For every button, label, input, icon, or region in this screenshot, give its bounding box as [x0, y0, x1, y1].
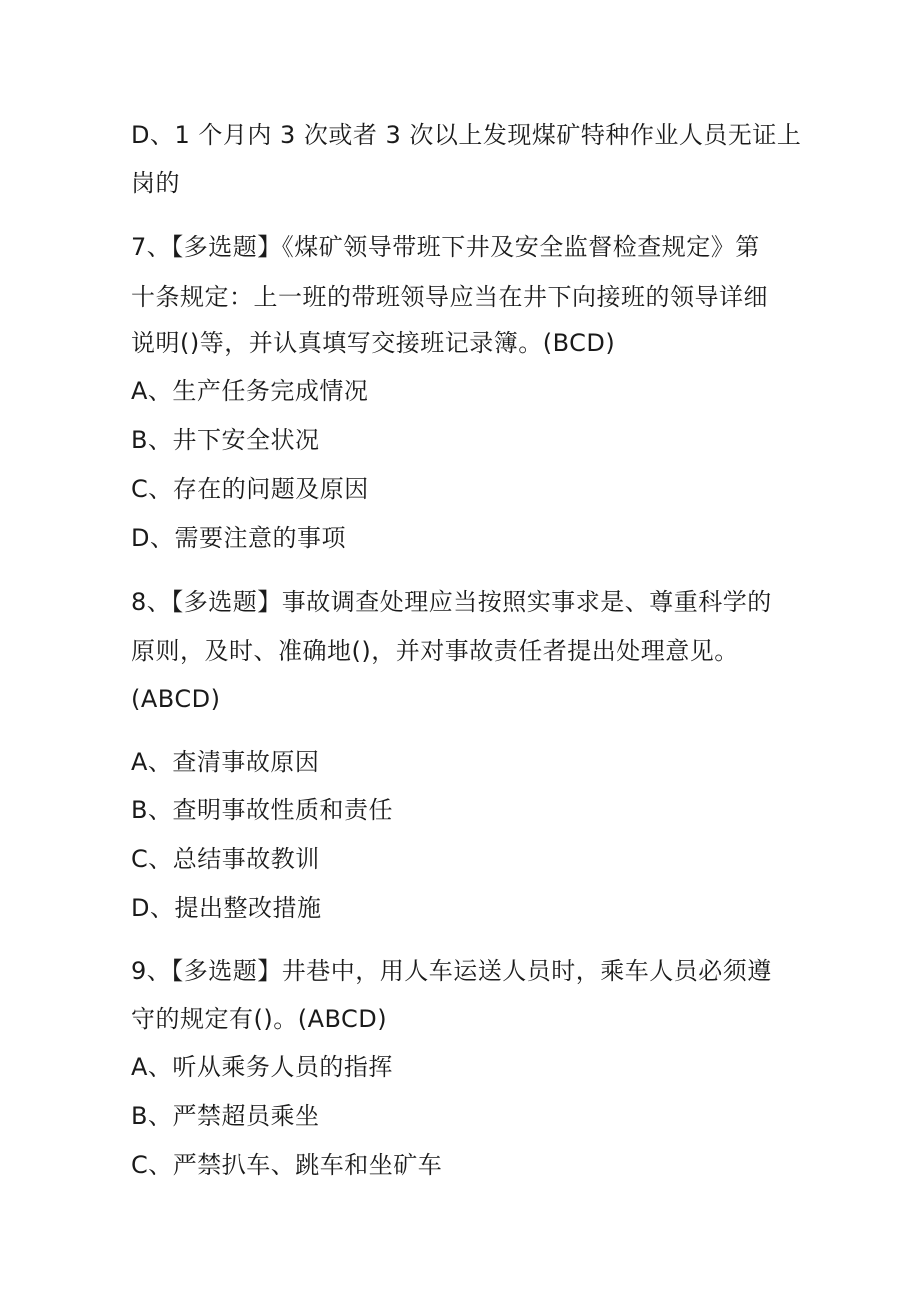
q7-stem-line3: 说明()等，并认真填写交接班记录簿。(BCD)	[131, 329, 616, 357]
q8-option-b: B、查明事故性质和责任	[131, 796, 393, 824]
q8-stem-line1: 8、【多选题】事故调查处理应当按照实事求是、尊重科学的	[131, 588, 772, 616]
q9-stem-line2: 守的规定有()。(ABCD)	[131, 1005, 388, 1033]
q7-stem-line2: 十条规定：上一班的带班领导应当在井下向接班的领导详细	[131, 283, 768, 311]
q8-option-d: D、提出整改措施	[131, 894, 322, 922]
q7-option-c: C、存在的问题及原因	[131, 475, 369, 503]
q7-option-a: A、生产任务完成情况	[131, 377, 369, 405]
q9-option-c: C、严禁扒车、跳车和坐矿车	[131, 1151, 443, 1179]
q8-stem-line3: (ABCD)	[131, 685, 221, 713]
q6-option-d-line1: D、1 个月内 3 次或者 3 次以上发现煤矿特种作业人员无证上	[131, 121, 802, 149]
q6-option-d-line2: 岗的	[131, 169, 180, 197]
q9-stem-line1: 9、【多选题】井巷中，用人车运送人员时，乘车人员必须遵	[131, 957, 772, 985]
q8-option-c: C、总结事故教训	[131, 845, 320, 873]
q9-option-a: A、听从乘务人员的指挥	[131, 1053, 393, 1081]
q8-option-a: A、查清事故原因	[131, 748, 320, 776]
q8-stem-line2: 原则，及时、准确地()，并对事故责任者提出处理意见。	[131, 637, 739, 665]
q9-option-b: B、严禁超员乘坐	[131, 1102, 320, 1130]
q7-stem-line1: 7、【多选题】《煤矿领导带班下井及安全监督检查规定》第	[131, 233, 760, 261]
q7-option-d: D、需要注意的事项	[131, 524, 346, 552]
q7-option-b: B、井下安全状况	[131, 426, 320, 454]
